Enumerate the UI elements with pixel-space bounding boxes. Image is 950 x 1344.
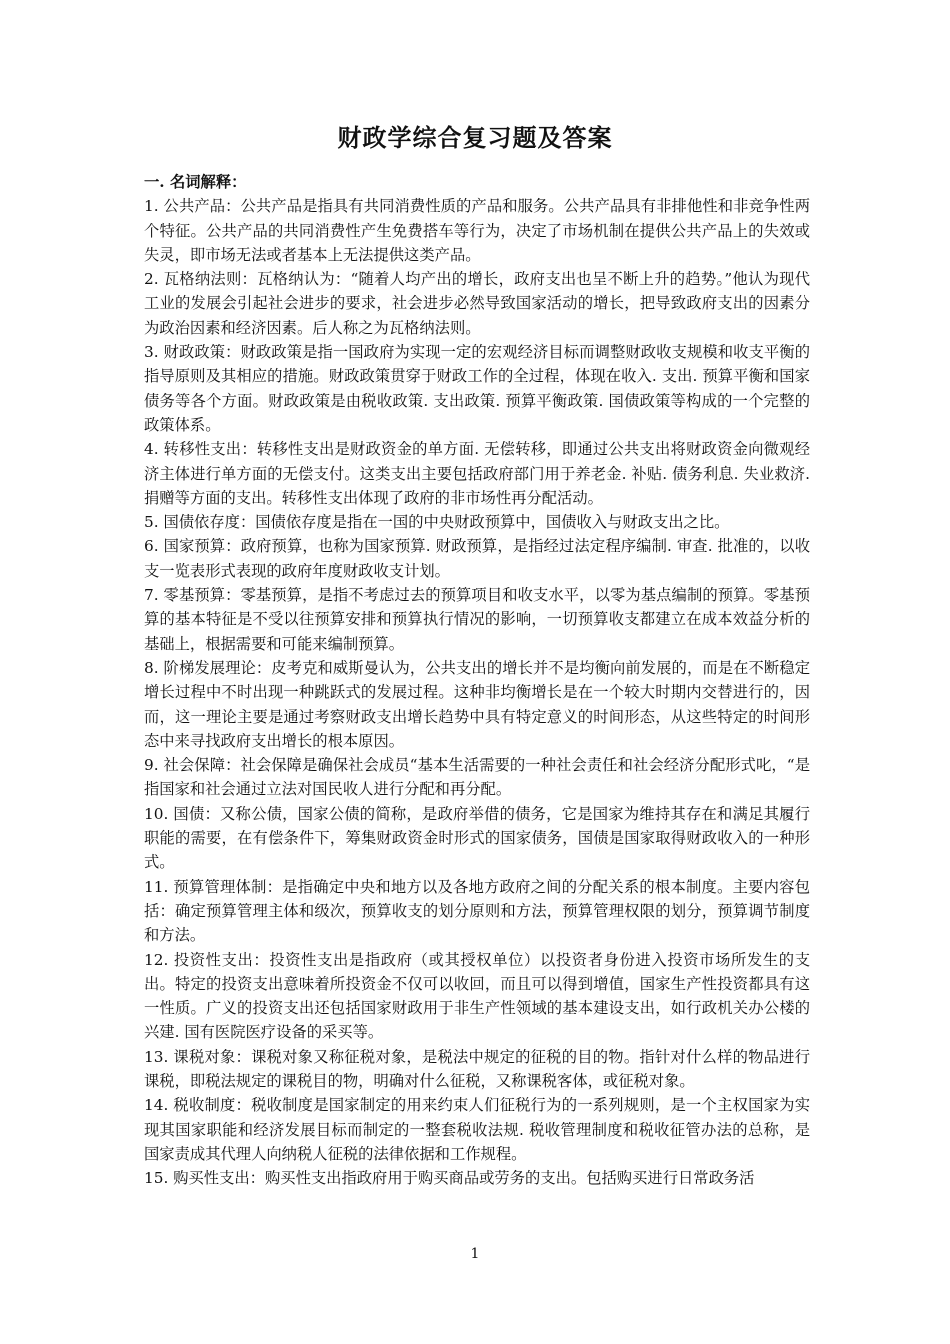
paragraph-public-goods: 1. 公共产品：公共产品是指具有共同消费性质的产品和服务。公共产品具有非排他性和非竞争性两个特征。公共产品的共同消费性产生免费搭车等行为，决定了市场机制在提供公共产品上的失效或失灵，即市场无法或者基本上无法提供这类产品。 — [144, 197, 810, 264]
paragraph-budget-management: 11. 预算管理体制：是指确定中央和地方以及各地方政府之间的分配关系的根本制度。主要内容包括：确定预算管理主体和级次，预算收支的划分原则和方法，预算管理权限的划分，预算调节制度和方法。 — [144, 877, 810, 945]
paragraph-national-debt: 10. 国债：又称公债，国家公债的简称，是政府举借的债务，它是国家为维持其存在和满足其履行职能的需要，在有偿条件下，筹集财政资金时形式的国家债务，国债是国家取得财政收入的一种形式。 — [144, 804, 810, 872]
paragraph-wagner-law: 2. 瓦格纳法则：瓦格纳认为：“随着人均产出的增长，政府支出也呈不断上升的趋势。”他认为现代工业的发展会引起社会进步的要求，社会进步必然导致国家活动的增长，把导致政府支出的因素分为政治因素和经济因素。后人称之为瓦格纳法则。 — [144, 270, 810, 337]
paragraph-zero-based-budget: 7. 零基预算：零基预算，是指不考虑过去的预算项目和收支水平，以零为基点编制的预算。零基预算的基本特征是不受以往预算安排和预算执行情况的影响，一切预算收支都建立在成本效益分析的基础上，根据需要和可能来编制预算。 — [144, 586, 810, 653]
paragraph-tax-system: 14. 税收制度：税收制度是国家制定的用来约束人们征税行为的一系列规则，是一个主权国家为实现其国家职能和经济发展目标而制定的一整套税收法规. 税收管理制度和税收征管办法的总称，是国家责成其代理人向纳税人征税的法律依据和工作规程。 — [144, 1096, 810, 1163]
document-body — [144, 170, 810, 1190]
paragraph-fiscal-policy: 3. 财政政策：财政政策是指一国政府为实现一定的宏观经济目标而调整财政收支规模和收支平衡的指导原则及其相应的措施。财政政策贯穿于财政工作的全过程，体现在收入. 支出. 预算平衡和国家债务等各个方面。财政政策是由税收政策. 支出政策. 预算平衡政策. 国债政策等构成的一个完整的政策体系。 — [144, 343, 810, 434]
paragraph-state-budget: 6. 国家预算：政府预算，也称为国家预算. 财政预算，是指经过法定程序编制. 审查. 批准的，以收支一览表形式表现的政府年度财政收支计划。 — [144, 537, 810, 580]
paragraph-purchase-expenditure: 15. 购买性支出：购买性支出指政府用于购买商品或劳务的支出。包括购买进行日常政务活 — [144, 1169, 755, 1188]
paragraph-transfer-expenditure: 4. 转移性支出：转移性支出是财政资金的单方面. 无偿转移，即通过公共支出将财政资金向微观经济主体进行单方面的无偿支付。这类支出主要包括政府部门用于养老金. 补贴. 债务利息. 失业救济. 捐赠等方面的支出。转移性支出体现了政府的非市场性再分配活动。 — [144, 440, 810, 507]
paragraph-social-security: 9. 社会保障：社会保障是确保社会成员“基本生活需要的一种社会责任和社会经济分配形式叱，“是指国家和社会通过立法对国民收人进行分配和再分配。 — [144, 756, 810, 799]
paragraph-debt-dependence: 5. 国债依存度：国债依存度是指在一国的中央财政预算中，国债收入与财政支出之比。 — [144, 513, 730, 532]
document-title: 财政学综合复习题及答案 — [337, 123, 613, 152]
paragraph-step-development: 8. 阶梯发展理论：皮考克和威斯曼认为，公共支出的增长并不是均衡向前发展的，而是在不断稳定增长过程中不时出现一种跳跃式的发展过程。这种非均衡增长是在一个较大时期内交替进行的，因而，这一理论主要是通过考察财政支出增长趋势中具有特定意义的时间形态，从这些特定的时间形态中来寻找政府支出增长的根本原因。 — [144, 658, 810, 750]
page-number: 1 — [470, 1246, 480, 1262]
paragraph-tax-object: 13. 课税对象：课税对象又称征税对象，是税法中规定的征税的目的物。指针对什么样的物品进行课税，即税法规定的课税目的物，明确对什么征税，又称课税客体，或征税对象。 — [144, 1047, 810, 1090]
paragraph-investment-expenditure: 12. 投资性支出：投资性支出是指政府（或其授权单位）以投资者身份进入投资市场所发生的支出。特定的投资支出意味着所投资金不仅可以收回，而且可以得到增值，国家生产性投资都具有这一性质。广义的投资支出还包括国家财政用于非生产性领域的基本建设支出，如行政机关办公楼的兴建. 国有医院医疗设备的采买等。 — [144, 950, 810, 1042]
section-heading: 一. 名词解释： — [144, 173, 247, 191]
